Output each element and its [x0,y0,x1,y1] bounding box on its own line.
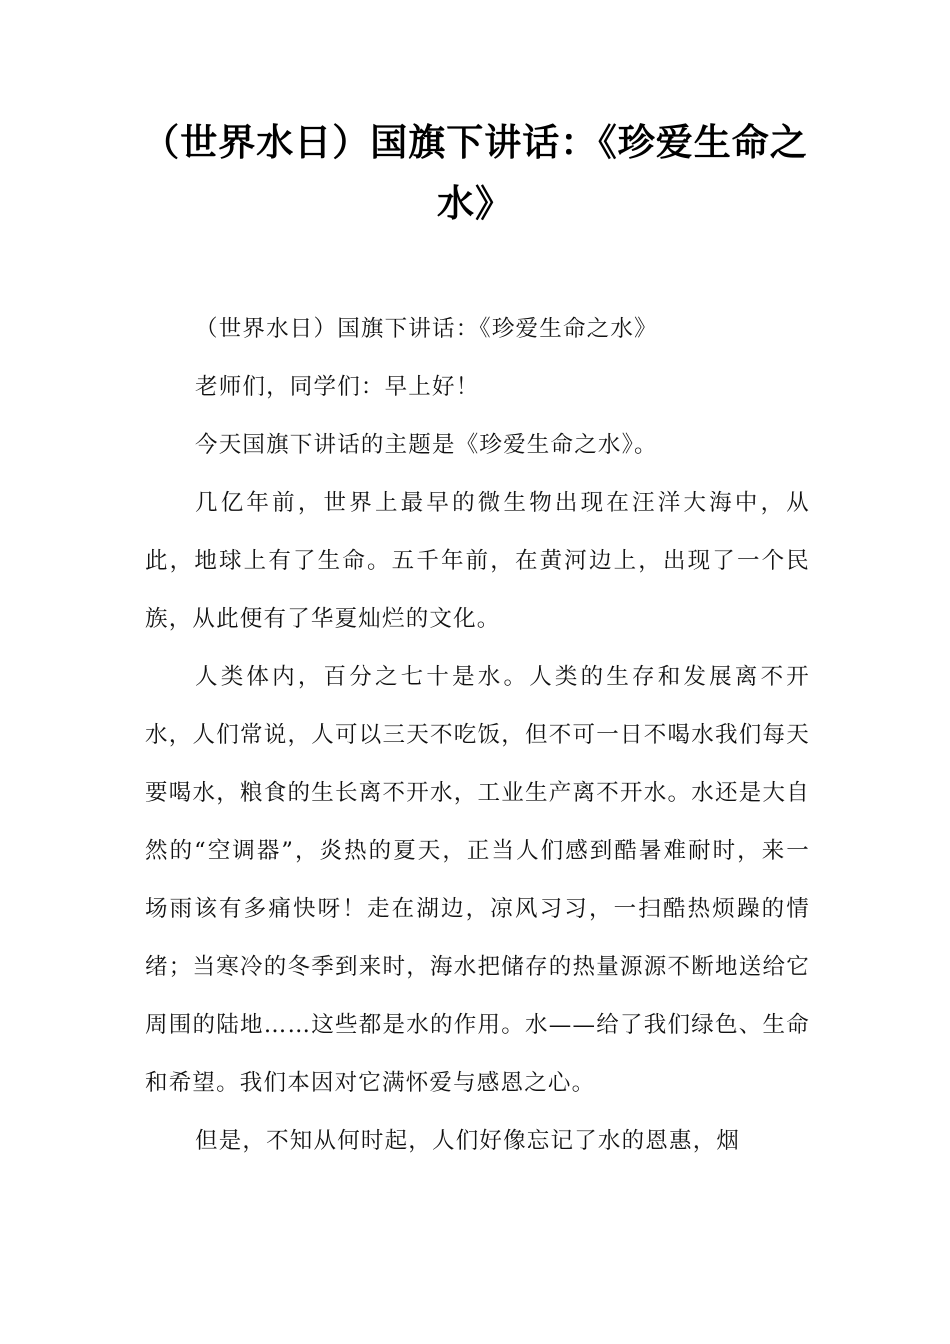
paragraph-theme: 今天国旗下讲话的主题是《珍爱生命之水》。 [195,432,658,458]
document-title: （世界水日）国旗下讲话：《珍爱生命之水》 [142,121,808,225]
paragraph-subtitle: （世界水日）国旗下讲话：《珍爱生命之水》 [195,316,658,342]
paragraph-history: 几亿年前，世界上最早的微生物出现在汪洋大海中，从此，地球上有了生命。五千年前，在黄河边上，出现了一个民族，从此便有了华夏灿烂的文化。 [145,490,810,632]
paragraph-importance-of-water: 人类体内，百分之七十是水。人类的生存和发展离不开水，人们常说，人可以三天不吃饭，但不可一日不喝水我们每天要喝水，粮食的生长离不开水，工业生产离不开水。水还是大自然的“空调器”，炎热的夏天，正当人们感到酷暑难耐时，来一场雨该有多痛快呀！走在湖边，凉风习习，一扫酷热烦躁的情绪；当寒冷的冬季到来时，海水把储存的热量源源不断地送给它周围的陆地……这些都是水的作用。水——给了我们绿色、生命和希望。我们本因对它满怀爱与感恩之心。 [145,664,810,1096]
document-body [145,300,810,1170]
paragraph-forgotten-gift: 但是，不知从何时起，人们好像忘记了水的恩惠，烟 [195,1128,741,1154]
paragraph-greeting: 老师们，同学们：早上好！ [195,374,480,400]
